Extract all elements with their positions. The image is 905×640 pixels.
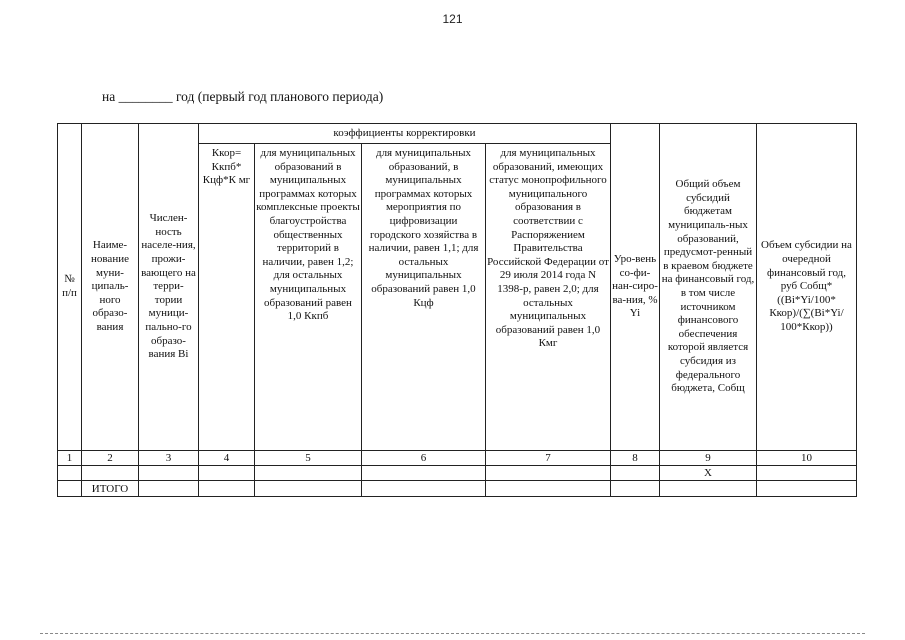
column-number: 9 <box>660 451 757 466</box>
table-cell <box>255 466 362 481</box>
bottom-divider <box>40 633 865 634</box>
table-caption: на ________ год (первый год планового периода) <box>102 89 384 104</box>
column-number: 4 <box>199 451 255 466</box>
header-kmg: для муниципальных образований, имеющих статус монопрофильного муниципального образования в соответствии с Распоряжением Правительства Российской Федерации от 29 июля 2014 года N 1398-р, равен 2,0; для остальных муниципальных образований равен 1,0 Кмг <box>486 144 611 451</box>
table-cell <box>486 481 611 497</box>
header-level: Уро-вень со-фи-нан-сиро-ва-ния, % Yi <box>611 124 660 451</box>
header-name: Наиме-нование муни-ципаль-ного образо-вания <box>82 124 139 451</box>
table-cell <box>611 466 660 481</box>
header-kkpb: для муниципальных образований в муниципальных программах которых комплексные проекты благоустройства общественных территорий в наличии, равен 1,2; для остальных муниципальных образований равен 1,0 Ккпб <box>255 144 362 451</box>
table-cell <box>82 466 139 481</box>
subsidy-table <box>57 123 857 497</box>
table-cell <box>199 466 255 481</box>
table-cell <box>58 466 82 481</box>
header-coefficients-group: коэффициенты корректировки <box>199 124 611 144</box>
header-total-volume: Общий объем субсидий бюджетам муниципаль-ных образований, предусмот-ренный в краевом бюджете на финансовый год, в том числе источником финансового обеспечения которой является субсидия из федерального бюджета, Собщ <box>660 124 757 451</box>
header-kcf: для муниципальных образований, в муниципальных программах которых мероприятия по цифровизации городского хозяйства в наличии, равен 1,1; для остальных муниципальных образований равен 1,0 Кцф <box>362 144 486 451</box>
header-next-year: Объем субсидии на очередной финансовый год, руб Собщ*((Bi*Yi/100* Ккор)/(∑(Bi*Yi/ 100*Ккор)) <box>757 124 857 451</box>
header-row-group <box>58 124 857 144</box>
table-cell <box>362 481 486 497</box>
table-cell <box>362 466 486 481</box>
header-no: № п/п <box>58 124 82 451</box>
column-number-row <box>58 451 857 466</box>
table-cell-x-mark: X <box>660 466 757 481</box>
table-cell <box>139 466 199 481</box>
column-number: 8 <box>611 451 660 466</box>
column-number: 10 <box>757 451 857 466</box>
table-cell <box>660 481 757 497</box>
table-row <box>58 466 857 481</box>
table-cell <box>199 481 255 497</box>
table-cell <box>486 466 611 481</box>
total-row <box>58 481 857 497</box>
column-number: 5 <box>255 451 362 466</box>
column-number: 6 <box>362 451 486 466</box>
column-number: 1 <box>58 451 82 466</box>
table-cell <box>611 481 660 497</box>
column-number: 7 <box>486 451 611 466</box>
column-number: 3 <box>139 451 199 466</box>
table-cell <box>255 481 362 497</box>
table-cell <box>757 466 857 481</box>
column-number: 2 <box>82 451 139 466</box>
page-number: 121 <box>442 12 463 26</box>
table-cell <box>757 481 857 497</box>
header-population: Числен-ность населе-ния, прожи-вающего на терри-тории муници-пально-го образо-вания Bi <box>139 124 199 451</box>
total-label: ИТОГО <box>82 481 139 497</box>
table-cell <box>139 481 199 497</box>
header-kkor: Ккор= Ккпб* Кцф*К мг <box>199 144 255 451</box>
table-cell <box>58 481 82 497</box>
